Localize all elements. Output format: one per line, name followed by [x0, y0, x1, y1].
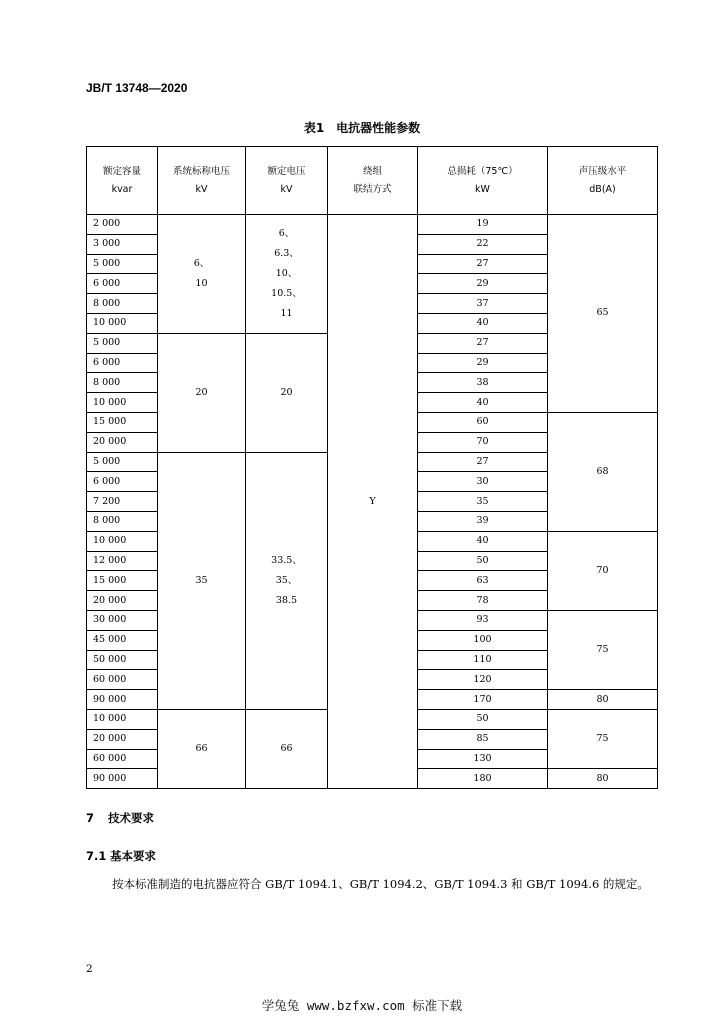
- document-id: JB/T 13748—2020: [86, 81, 188, 95]
- capacity-cell: 45 000: [87, 630, 158, 650]
- sound-level-cell: 65: [548, 215, 658, 413]
- capacity-cell: 30 000: [87, 610, 158, 630]
- capacity-cell: 8 000: [87, 511, 158, 531]
- capacity-cell: 20 000: [87, 729, 158, 749]
- capacity-cell: 6 000: [87, 274, 158, 294]
- header-total-loss: 总损耗（75℃） kW: [418, 147, 548, 215]
- loss-cell: 50: [418, 709, 548, 729]
- rated-voltage-cell: 66: [246, 709, 328, 788]
- loss-cell: 100: [418, 630, 548, 650]
- sound-level-cell: 75: [548, 610, 658, 689]
- section-7-1-heading: [86, 848, 156, 864]
- capacity-cell: 90 000: [87, 769, 158, 789]
- loss-cell: 78: [418, 591, 548, 611]
- capacity-cell: 2 000: [87, 215, 158, 235]
- table-caption: 表1 电抗器性能参数: [303, 121, 421, 135]
- loss-cell: 19: [418, 215, 548, 235]
- capacity-cell: 5 000: [87, 333, 158, 353]
- capacity-cell: 3 000: [87, 234, 158, 254]
- capacity-cell: 15 000: [87, 571, 158, 591]
- capacity-cell: 7 200: [87, 492, 158, 512]
- loss-cell: 39: [418, 511, 548, 531]
- rated-voltage-cell: 6、 6.3、 10、 10.5、 11: [246, 215, 328, 334]
- sound-level-cell: 68: [548, 412, 658, 531]
- loss-cell: 22: [418, 234, 548, 254]
- rated-voltage-cell: 20: [246, 333, 328, 452]
- loss-cell: 27: [418, 452, 548, 472]
- rated-voltage-cell: 33.5、 35、 38.5: [246, 452, 328, 709]
- loss-cell: 27: [418, 333, 548, 353]
- loss-cell: 170: [418, 690, 548, 710]
- loss-cell: 40: [418, 393, 548, 413]
- table-header-row: [87, 147, 658, 215]
- loss-cell: 110: [418, 650, 548, 670]
- page-number: 2: [86, 963, 93, 975]
- loss-cell: 70: [418, 432, 548, 452]
- loss-cell: 40: [418, 313, 548, 333]
- watermark: 学兔兔 www.bzfxw.com 标准下载: [261, 998, 463, 1013]
- capacity-cell: 10 000: [87, 709, 158, 729]
- capacity-cell: 10 000: [87, 313, 158, 333]
- loss-cell: 27: [418, 254, 548, 274]
- system-voltage-cell: 35: [158, 452, 246, 709]
- sound-level-cell: 70: [548, 531, 658, 610]
- performance-table: [86, 146, 658, 789]
- section-number: 7.1: [86, 849, 107, 863]
- section-title: 基本要求: [110, 849, 156, 863]
- capacity-cell: 8 000: [87, 373, 158, 393]
- header-capacity: 额定容量 kvar: [87, 147, 158, 215]
- capacity-cell: 12 000: [87, 551, 158, 571]
- capacity-cell: 10 000: [87, 531, 158, 551]
- capacity-cell: 60 000: [87, 749, 158, 769]
- capacity-cell: 6 000: [87, 472, 158, 492]
- loss-cell: 35: [418, 492, 548, 512]
- capacity-cell: 15 000: [87, 412, 158, 432]
- loss-cell: 37: [418, 294, 548, 314]
- header-rated-voltage: 额定电压 kV: [246, 147, 328, 215]
- connection-cell: Y: [328, 215, 418, 789]
- system-voltage-cell: 66: [158, 709, 246, 788]
- capacity-cell: 5 000: [87, 254, 158, 274]
- capacity-cell: 20 000: [87, 591, 158, 611]
- loss-cell: 180: [418, 769, 548, 789]
- sound-level-cell: 80: [548, 769, 658, 789]
- header-connection: 绕组 联结方式: [328, 147, 418, 215]
- capacity-cell: 60 000: [87, 670, 158, 690]
- capacity-cell: 8 000: [87, 294, 158, 314]
- loss-cell: 120: [418, 670, 548, 690]
- loss-cell: 29: [418, 353, 548, 373]
- loss-cell: 85: [418, 729, 548, 749]
- section-7-heading: [86, 810, 154, 826]
- capacity-cell: 10 000: [87, 393, 158, 413]
- loss-cell: 40: [418, 531, 548, 551]
- section-number: 7: [86, 811, 95, 825]
- system-voltage-cell: 20: [158, 333, 246, 452]
- table-row: [87, 215, 658, 235]
- capacity-cell: 20 000: [87, 432, 158, 452]
- sound-level-cell: 80: [548, 690, 658, 710]
- capacity-cell: 6 000: [87, 353, 158, 373]
- loss-cell: 93: [418, 610, 548, 630]
- header-sound-level: 声压级水平 dB(A): [548, 147, 658, 215]
- loss-cell: 29: [418, 274, 548, 294]
- loss-cell: 60: [418, 412, 548, 432]
- loss-cell: 38: [418, 373, 548, 393]
- capacity-cell: 50 000: [87, 650, 158, 670]
- system-voltage-cell: 6、 10: [158, 215, 246, 334]
- section-title: 技术要求: [108, 811, 154, 825]
- loss-cell: 63: [418, 571, 548, 591]
- header-system-voltage: 系统标称电压 kV: [158, 147, 246, 215]
- loss-cell: 30: [418, 472, 548, 492]
- loss-cell: 50: [418, 551, 548, 571]
- capacity-cell: 5 000: [87, 452, 158, 472]
- loss-cell: 130: [418, 749, 548, 769]
- capacity-cell: 90 000: [87, 690, 158, 710]
- body-paragraph: 按本标准制造的电抗器应符合 GB/T 1094.1、GB/T 1094.2、GB/T 1094.3 和 GB/T 1094.6 的规定。: [112, 877, 649, 891]
- sound-level-cell: 75: [548, 709, 658, 768]
